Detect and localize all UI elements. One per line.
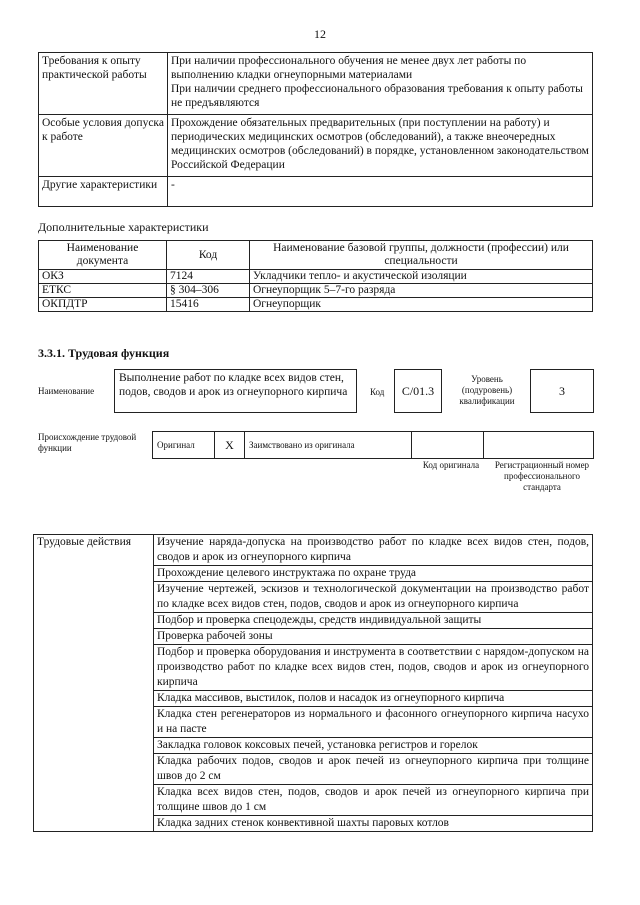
caption-registration-number: Регистрационный номер профессионального стандарта (494, 460, 590, 492)
requirement-line: При наличии среднего профессионального образования требования к опыту работы не предъявляются (171, 83, 583, 109)
function-code: C/01.3 (394, 369, 442, 413)
additional-title: Дополнительные характеристики (38, 220, 209, 234)
requirements-table (38, 52, 593, 207)
group-name: Укладчики тепло- и акустической изоляции (250, 270, 593, 284)
labor-action: Кладка всех видов стен, подов, сводов и арок печей из огнеупорного кирпича при толщине швов до 1 см (154, 785, 593, 816)
origin-row (153, 432, 594, 459)
document-name: ЕТКС (39, 284, 167, 298)
document-code: 15416 (167, 298, 250, 312)
level-label: Уровень (подуровень) квалификации (459, 374, 515, 406)
document-name: ОКЗ (39, 270, 167, 284)
function-name: Выполнение работ по кладке всех видов стен, подов, сводов и арок из огнеупорного кирпича (114, 369, 357, 413)
origin-table (152, 431, 594, 459)
requirement-label: Требования к опыту практической работы (39, 53, 168, 115)
group-name: Огнеупорщик (250, 298, 593, 312)
labor-actions-table (33, 534, 593, 832)
header-document: Наименование документа (39, 241, 167, 270)
function-title: 3.3.1. Трудовая функция (38, 346, 170, 360)
additional-row (39, 284, 593, 298)
labor-action: Изучение наряда-допуска на производство работ по кладке всех видов стен, подов, сводов и арок из огнеупорного кирпича (154, 535, 593, 566)
origin-label: Происхождение трудовой функции (38, 432, 137, 453)
header-group: Наименование базовой группы, должности (профессии) или специальности (250, 241, 593, 270)
origin-reg-cell (484, 432, 594, 459)
requirement-label: Другие характеристики (39, 177, 168, 207)
document-code: 7124 (167, 270, 250, 284)
qualification-level: 3 (530, 369, 594, 413)
origin-code-cell (412, 432, 484, 459)
labor-action: Кладка массивов, выстилок, полов и насадок из огнеупорного кирпича (154, 691, 593, 707)
labor-action: Изучение чертежей, эскизов и технологической документации на производство работ по кладке всех видов стен, подов, сводов и арок из огнеупорного кирпича (154, 582, 593, 613)
labor-action: Кладка задних стенок конвективной шахты паровых котлов (154, 816, 593, 832)
requirement-line: При наличии профессионального обучения не менее двух лет работы по выполнению кладки огнеупорными материалами (171, 55, 527, 81)
document-code: § 304–306 (167, 284, 250, 298)
labor-action: Проверка рабочей зоны (154, 629, 593, 645)
labor-action: Закладка головок коксовых печей, установка регистров и горелок (154, 738, 593, 754)
code-label: Код (370, 387, 385, 397)
page-number: 12 (314, 27, 326, 41)
requirement-row (39, 177, 593, 207)
labor-action: Прохождение целевого инструктажа по охране труда (154, 566, 593, 582)
additional-row (39, 298, 593, 312)
caption-original-code: Код оригинала (422, 460, 480, 470)
labor-actions-label: Трудовые действия (34, 535, 154, 832)
requirement-line: Прохождение обязательных предварительных (при поступлении на работу) и периодических медицинских осмотров (обследований), а также внеочередных медицинских осмотров (обследований) в порядке, установленном законодательством Российской Федерации (171, 117, 589, 171)
additional-table (38, 240, 593, 312)
labor-action: Кладка рабочих подов, сводов и арок печей из огнеупорного кирпича при толщине швов до 2 см (154, 754, 593, 785)
labor-action: Подбор и проверка оборудования и инструмента в соответствии с нарядом-допуском на производство работ по кладке всех видов стен, подов, сводов и арок из огнеупорного кирпича (154, 645, 593, 691)
labor-action-row (34, 535, 593, 566)
requirement-text (168, 177, 593, 207)
requirement-label: Особые условия допуска к работе (39, 115, 168, 177)
origin-borrowed: Заимствовано из оригинала (245, 432, 412, 459)
labor-action: Кладка стен регенераторов из нормального и фасонного огнеупорного кирпича насухо и на пасте (154, 707, 593, 738)
labor-action: Подбор и проверка спецодежды, средств индивидуальной защиты (154, 613, 593, 629)
requirement-text (168, 115, 593, 177)
requirement-line: - (171, 179, 175, 191)
group-name: Огнеупорщик 5–7-го разряда (250, 284, 593, 298)
name-label: Наименование (38, 386, 95, 396)
origin-mark: X (215, 432, 245, 459)
document-name: ОКПДТР (39, 298, 167, 312)
header-code: Код (167, 241, 250, 270)
requirement-row (39, 115, 593, 177)
requirement-row (39, 53, 593, 115)
additional-row (39, 270, 593, 284)
origin-original: Оригинал (153, 432, 215, 459)
requirement-text (168, 53, 593, 115)
additional-header-row (39, 241, 593, 270)
